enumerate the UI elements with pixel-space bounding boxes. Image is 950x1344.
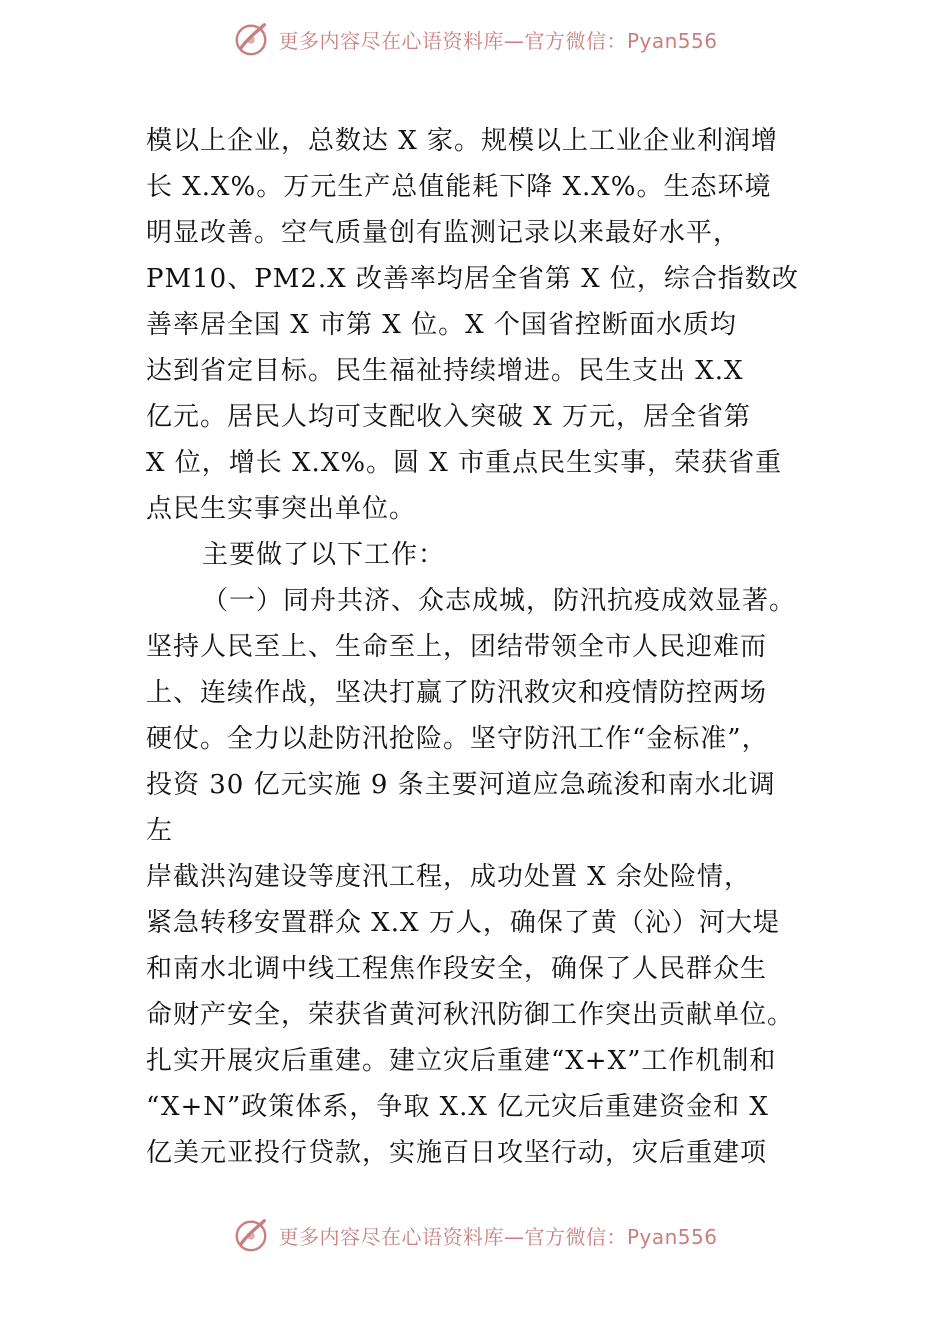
- body-line: 坚持人民至上、生命至上，团结带领全市人民迎难而: [146, 632, 768, 662]
- body-line: 亿美元亚投行贷款，实施百日攻坚行动，灾后重建项: [146, 1138, 768, 1168]
- body-line: 投资 30 亿元实施 9 条主要河道应急疏浚和南水北调: [146, 770, 776, 800]
- body-line: 岸截洪沟建设等度汛工程，成功处置 X 余处险情，: [146, 862, 752, 892]
- body-line: 和南水北调中线工程焦作段安全，确保了人民群众生: [146, 954, 768, 984]
- body-line: 紧急转移安置群众 X.X 万人，确保了黄（沁）河大堤: [146, 908, 780, 938]
- body-line: 明显改善。空气质量创有监测记录以来最好水平，: [146, 218, 741, 248]
- section-intro: 主要做了以下工作：: [202, 540, 446, 570]
- watermark-header: [0, 14, 950, 64]
- brush-logo-icon: [232, 20, 270, 58]
- body-line: 亿元。居民人均可支配收入突破 X 万元，居全省第: [146, 402, 752, 432]
- body-line: 命财产安全，荣获省黄河秋汛防御工作突出贡献单位。: [146, 1000, 795, 1030]
- body-line: 长 X.X%。万元生产总值能耗下降 X.X%。生态环境: [146, 172, 772, 202]
- watermark-text: 更多内容尽在心语资料库—官方微信：Pyan556: [278, 28, 718, 53]
- brush-logo-icon: [232, 1216, 270, 1254]
- body-line: 扎实开展灾后重建。建立灾后重建“X+X”工作机制和: [146, 1046, 777, 1076]
- body-line: 模以上企业，总数达 X 家。规模以上工业企业利润增: [146, 126, 779, 156]
- body-line: 达到省定目标。民生福祉持续增进。民生支出 X.X: [146, 356, 744, 386]
- body-line: 善率居全国 X 市第 X 位。X 个国省控断面水质均: [146, 310, 737, 340]
- body-line: “X+N”政策体系，争取 X.X 亿元灾后重建资金和 X: [146, 1092, 769, 1122]
- section-heading: （一）同舟共济、众志成城，防汛抗疫成效显著。: [202, 586, 797, 616]
- watermark-footer: [0, 1210, 950, 1260]
- body-line: 点民生实事突出单位。: [146, 494, 417, 524]
- body-line: X 位，增长 X.X%。圆 X 市重点民生实事，荣获省重: [146, 448, 783, 478]
- body-line: 左: [146, 816, 174, 846]
- document-body: [146, 118, 818, 1176]
- body-line: 硬仗。全力以赴防汛抢险。坚守防汛工作“金标准”，: [146, 724, 769, 754]
- body-line: 上、连续作战，坚决打赢了防汛救灾和疫情防控两场: [146, 678, 768, 708]
- body-line: PM10、PM2.X 改善率均居全省第 X 位，综合指数改: [146, 264, 799, 294]
- watermark-text: 更多内容尽在心语资料库—官方微信：Pyan556: [278, 1224, 718, 1249]
